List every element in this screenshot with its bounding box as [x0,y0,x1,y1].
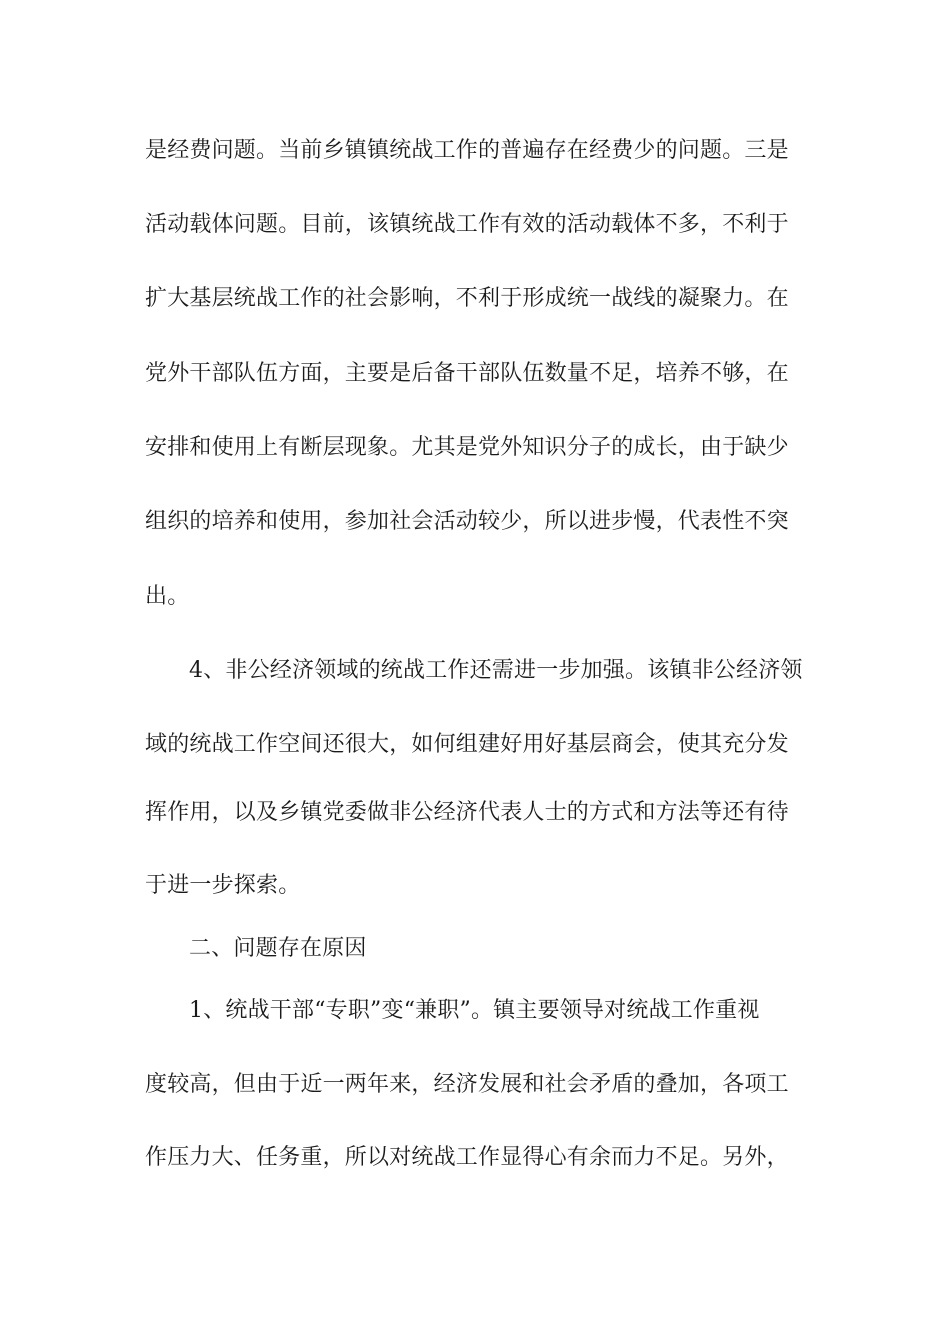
text-line: 党外干部队伍方面，主要是后备干部队伍数量不足，培养不够，在 [145,361,789,386]
text-line: 1、统战干部“专职”变“兼职”。镇主要领导对统战工作重视 [189,998,760,1023]
text-line: 出。 [145,584,190,609]
text-line: 扩大基层统战工作的社会影响，不利于形成统一战线的凝聚力。在 [145,286,789,311]
text-line: 活动载体问题。目前，该镇统战工作有效的活动载体不多，不利于 [145,212,789,237]
section-heading: 二、问题存在原因 [189,936,367,961]
text-line: 作压力大、任务重，所以对统战工作显得心有余而力不足。另外， [145,1145,789,1170]
text-line: 是经费问题。当前乡镇镇统战工作的普遍存在经费少的问题。三是 [145,138,789,163]
text-line: 度较高，但由于近一两年来，经济发展和社会矛盾的叠加，各项工 [145,1072,789,1097]
text-line: 挥作用，以及乡镇党委做非公经济代表人士的方式和方法等还有待 [145,800,789,825]
text-line: 安排和使用上有断层现象。尤其是党外知识分子的成长，由于缺少 [145,435,789,460]
text-line: 4、非公经济领域的统战工作还需进一步加强。该镇非公经济领 [189,658,803,683]
text-line: 组织的培养和使用，参加社会活动较少，所以进步慢，代表性不突 [145,509,789,534]
text-line: 于进一步探索。 [145,873,301,898]
text-line: 域的统战工作空间还很大，如何组建好用好基层商会，使其充分发 [145,732,789,757]
